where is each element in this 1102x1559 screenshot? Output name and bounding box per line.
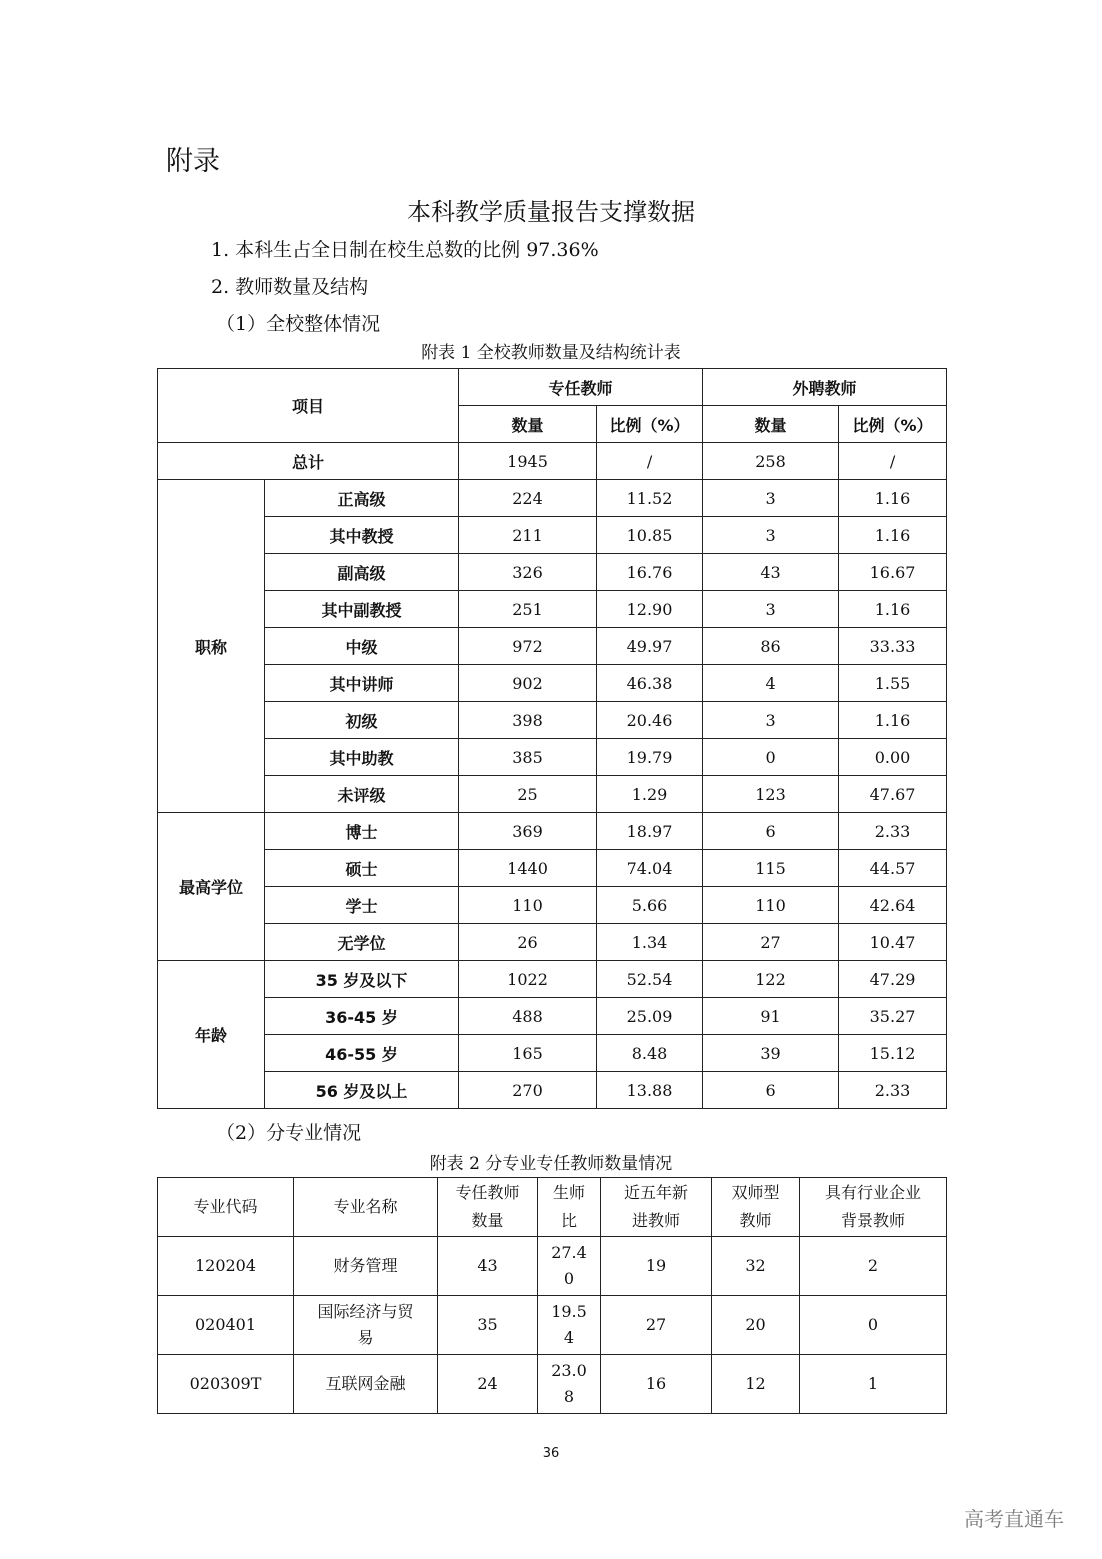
table-row (158, 517, 947, 554)
table1-total-row (158, 443, 947, 480)
row-label: 56 岁及以上 (265, 1072, 459, 1109)
header-ft-count: 数量 (459, 406, 597, 443)
dual-teachers: 12 (712, 1355, 800, 1414)
header-ex-count: 数量 (703, 406, 839, 443)
total-ft-ratio: / (597, 443, 703, 480)
cell-ft-ratio: 46.38 (597, 665, 703, 702)
row-label: 硕士 (265, 850, 459, 887)
cell-ft-ratio: 10.85 (597, 517, 703, 554)
table-row (158, 591, 947, 628)
cell-ex-count: 3 (703, 517, 839, 554)
fulltime-count: 43 (438, 1237, 538, 1296)
row-label: 未评级 (265, 776, 459, 813)
cell-ft-count: 165 (459, 1035, 597, 1072)
major-name (294, 1296, 438, 1355)
row-label: 中级 (265, 628, 459, 665)
cell-ft-ratio: 16.76 (597, 554, 703, 591)
row-label: 学士 (265, 887, 459, 924)
total-ft-count: 1945 (459, 443, 597, 480)
cell-ex-count: 6 (703, 813, 839, 850)
table2-header-5-line: 双师型 (731, 1183, 780, 1202)
cell-ft-count: 25 (459, 776, 597, 813)
major-name-line: 易 (357, 1328, 374, 1347)
row-label: 正高级 (265, 480, 459, 517)
cell-ft-count: 26 (459, 924, 597, 961)
cell-ex-ratio: 10.47 (839, 924, 947, 961)
cell-ex-ratio: 47.67 (839, 776, 947, 813)
table2-header-6-line: 具有行业企业 (824, 1183, 921, 1202)
table-row (158, 924, 947, 961)
cell-ex-ratio: 33.33 (839, 628, 947, 665)
table1-header-row (158, 369, 947, 406)
cell-ex-count: 123 (703, 776, 839, 813)
header-fulltime: 专任教师 (459, 369, 703, 406)
group-label: 最高学位 (158, 813, 265, 961)
table2-header-6 (800, 1178, 947, 1237)
cell-ft-ratio: 12.90 (597, 591, 703, 628)
cell-ft-count: 1440 (459, 850, 597, 887)
table-row (158, 739, 947, 776)
list-item-teacher-structure: 2. 教师数量及结构 (211, 276, 369, 298)
table-row (158, 628, 947, 665)
cell-ex-ratio: 1.16 (839, 702, 947, 739)
student-teacher-ratio-line: 23.0 (551, 1361, 587, 1380)
cell-ex-count: 110 (703, 887, 839, 924)
cell-ft-count: 224 (459, 480, 597, 517)
row-label: 无学位 (265, 924, 459, 961)
cell-ex-count: 91 (703, 998, 839, 1035)
cell-ex-ratio: 1.55 (839, 665, 947, 702)
table2-header-1 (294, 1178, 438, 1237)
row-label: 初级 (265, 702, 459, 739)
table2-header-5 (712, 1178, 800, 1237)
cell-ex-ratio: 47.29 (839, 961, 947, 998)
new-teachers: 16 (601, 1355, 712, 1414)
cell-ex-count: 122 (703, 961, 839, 998)
cell-ft-ratio: 11.52 (597, 480, 703, 517)
cell-ft-ratio: 74.04 (597, 850, 703, 887)
list-item-undergrad-ratio: 1. 本科生占全日制在校生总数的比例 97.36% (211, 239, 599, 261)
dual-teachers: 20 (712, 1296, 800, 1355)
major-name-line: 国际经济与贸 (317, 1302, 414, 1321)
cell-ex-count: 39 (703, 1035, 839, 1072)
cell-ft-count: 110 (459, 887, 597, 924)
dual-teachers: 32 (712, 1237, 800, 1296)
subsection-by-major: （2）分专业情况 (216, 1122, 362, 1144)
appendix-heading: 附录 (166, 146, 220, 177)
table-row (158, 1296, 947, 1355)
table-row (158, 776, 947, 813)
cell-ex-count: 0 (703, 739, 839, 776)
report-title: 本科教学质量报告支撑数据 (407, 198, 695, 226)
cell-ft-ratio: 1.29 (597, 776, 703, 813)
cell-ex-count: 27 (703, 924, 839, 961)
teacher-structure-table (157, 368, 947, 1109)
student-teacher-ratio (538, 1296, 601, 1355)
cell-ft-ratio: 8.48 (597, 1035, 703, 1072)
row-label: 36-45 岁 (265, 998, 459, 1035)
cell-ex-count: 86 (703, 628, 839, 665)
cell-ft-ratio: 49.97 (597, 628, 703, 665)
industry-teachers: 2 (800, 1237, 947, 1296)
student-teacher-ratio-line: 8 (563, 1387, 575, 1406)
cell-ft-count: 398 (459, 702, 597, 739)
cell-ft-count: 902 (459, 665, 597, 702)
table2-header-2 (438, 1178, 538, 1237)
table-row (158, 665, 947, 702)
group-label: 年龄 (158, 961, 265, 1109)
major-name-line: 互联网金融 (325, 1374, 406, 1393)
table2-header-row (158, 1178, 947, 1237)
table-row (158, 998, 947, 1035)
table2-header-0-line: 专业代码 (193, 1197, 258, 1216)
table2-header-2-line: 数量 (471, 1211, 504, 1230)
cell-ex-count: 115 (703, 850, 839, 887)
cell-ft-ratio: 25.09 (597, 998, 703, 1035)
cell-ft-count: 385 (459, 739, 597, 776)
cell-ex-count: 4 (703, 665, 839, 702)
table-row (158, 813, 947, 850)
cell-ft-count: 270 (459, 1072, 597, 1109)
table-row (158, 554, 947, 591)
cell-ft-ratio: 18.97 (597, 813, 703, 850)
total-ex-ratio: / (839, 443, 947, 480)
header-item: 项目 (158, 369, 459, 443)
watermark-text: 高考直通车 (964, 1507, 1064, 1531)
table-row (158, 1072, 947, 1109)
table2-header-4 (601, 1178, 712, 1237)
table2-header-3-line: 比 (560, 1211, 577, 1230)
row-label: 其中讲师 (265, 665, 459, 702)
table-row (158, 702, 947, 739)
table-row (158, 850, 947, 887)
student-teacher-ratio (538, 1355, 601, 1414)
row-label: 其中助教 (265, 739, 459, 776)
cell-ex-ratio: 2.33 (839, 1072, 947, 1109)
header-ex-ratio: 比例（%） (839, 406, 947, 443)
new-teachers: 27 (601, 1296, 712, 1355)
major-code: 020401 (158, 1296, 294, 1355)
major-name (294, 1355, 438, 1414)
table-row (158, 1035, 947, 1072)
cell-ex-ratio: 1.16 (839, 480, 947, 517)
table-row (158, 1355, 947, 1414)
student-teacher-ratio-line: 27.4 (551, 1243, 587, 1262)
fulltime-count: 24 (438, 1355, 538, 1414)
total-ex-count: 258 (703, 443, 839, 480)
table-row (158, 961, 947, 998)
cell-ex-ratio: 42.64 (839, 887, 947, 924)
table2-header-4-line: 进教师 (631, 1211, 680, 1230)
cell-ft-ratio: 1.34 (597, 924, 703, 961)
cell-ft-count: 1022 (459, 961, 597, 998)
table2-caption: 附表 2 分专业专任教师数量情况 (429, 1154, 673, 1174)
table2-header-2-line: 专任教师 (455, 1183, 520, 1202)
table1-caption: 附表 1 全校教师数量及结构统计表 (421, 343, 681, 363)
cell-ft-ratio: 52.54 (597, 961, 703, 998)
industry-teachers: 1 (800, 1355, 947, 1414)
cell-ex-ratio: 44.57 (839, 850, 947, 887)
new-teachers: 19 (601, 1237, 712, 1296)
cell-ex-count: 43 (703, 554, 839, 591)
student-teacher-ratio-line: 4 (563, 1328, 575, 1347)
header-ft-ratio: 比例（%） (597, 406, 703, 443)
cell-ex-ratio: 15.12 (839, 1035, 947, 1072)
row-label: 其中副教授 (265, 591, 459, 628)
table2-header-0 (158, 1178, 294, 1237)
cell-ex-ratio: 2.33 (839, 813, 947, 850)
cell-ft-count: 251 (459, 591, 597, 628)
table2-header-3 (538, 1178, 601, 1237)
row-label: 博士 (265, 813, 459, 850)
cell-ft-ratio: 5.66 (597, 887, 703, 924)
major-name (294, 1237, 438, 1296)
cell-ex-ratio: 16.67 (839, 554, 947, 591)
cell-ft-ratio: 13.88 (597, 1072, 703, 1109)
row-label: 35 岁及以下 (265, 961, 459, 998)
subsection-whole-school: （1）全校整体情况 (216, 313, 381, 335)
table2-header-4-line: 近五年新 (623, 1183, 688, 1202)
row-label: 副高级 (265, 554, 459, 591)
header-external: 外聘教师 (703, 369, 947, 406)
major-teacher-table (157, 1177, 947, 1414)
table2-header-6-line: 背景教师 (840, 1211, 905, 1230)
row-label: 46-55 岁 (265, 1035, 459, 1072)
cell-ft-count: 972 (459, 628, 597, 665)
table-row (158, 887, 947, 924)
group-label: 职称 (158, 480, 265, 813)
cell-ex-ratio: 0.00 (839, 739, 947, 776)
cell-ft-ratio: 19.79 (597, 739, 703, 776)
cell-ex-ratio: 1.16 (839, 591, 947, 628)
student-teacher-ratio (538, 1237, 601, 1296)
table2-header-1-line: 专业名称 (333, 1197, 398, 1216)
major-code: 020309T (158, 1355, 294, 1414)
cell-ex-ratio: 1.16 (839, 517, 947, 554)
cell-ft-count: 488 (459, 998, 597, 1035)
cell-ex-count: 3 (703, 702, 839, 739)
cell-ex-count: 3 (703, 480, 839, 517)
page-number: 36 (542, 1446, 560, 1461)
major-code: 120204 (158, 1237, 294, 1296)
cell-ex-count: 6 (703, 1072, 839, 1109)
student-teacher-ratio-line: 19.5 (551, 1302, 587, 1321)
table-row (158, 1237, 947, 1296)
cell-ex-ratio: 35.27 (839, 998, 947, 1035)
cell-ft-count: 211 (459, 517, 597, 554)
major-name-line: 财务管理 (333, 1256, 398, 1275)
industry-teachers: 0 (800, 1296, 947, 1355)
total-label: 总计 (158, 443, 459, 480)
table2-header-3-line: 生师 (552, 1183, 585, 1202)
cell-ex-count: 3 (703, 591, 839, 628)
fulltime-count: 35 (438, 1296, 538, 1355)
student-teacher-ratio-line: 0 (563, 1269, 575, 1288)
table2-header-5-line: 教师 (739, 1211, 772, 1230)
cell-ft-ratio: 20.46 (597, 702, 703, 739)
cell-ft-count: 326 (459, 554, 597, 591)
cell-ft-count: 369 (459, 813, 597, 850)
row-label: 其中教授 (265, 517, 459, 554)
table-row (158, 480, 947, 517)
